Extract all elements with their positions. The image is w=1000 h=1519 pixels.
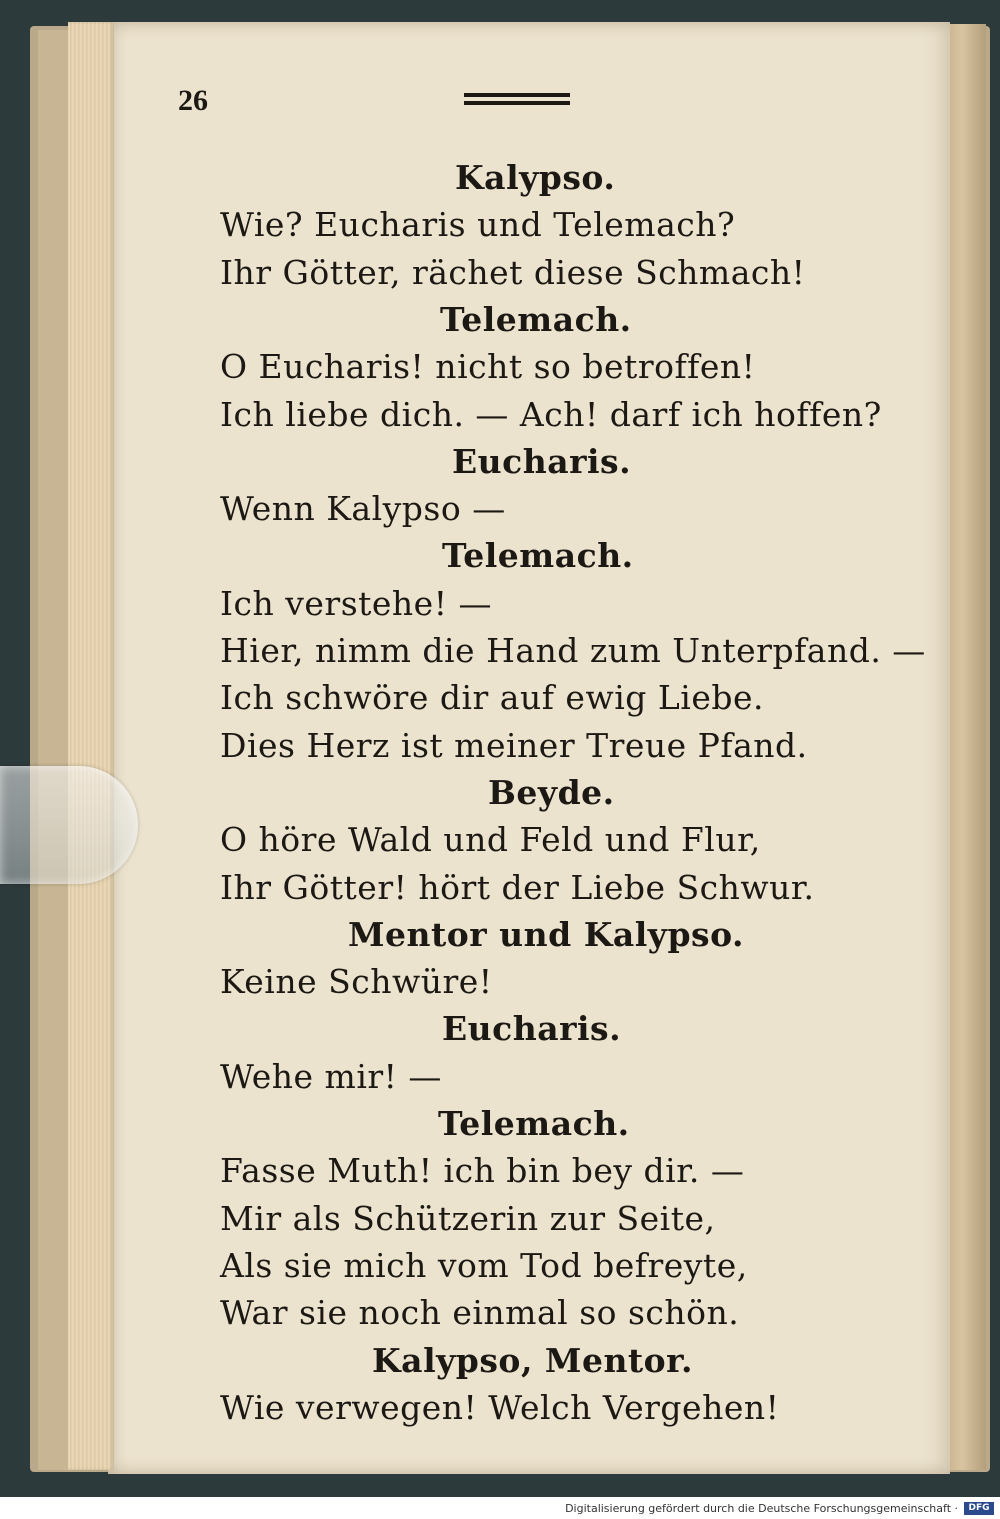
verse-line: Ihr Götter, rächet diese Schmach! — [220, 253, 806, 292]
speaker-heading: Kalypso. — [455, 158, 616, 197]
verse-line: Mir als Schützerin zur Seite, — [220, 1199, 716, 1238]
verse-line: O Eucharis! nicht so betroffen! — [220, 347, 756, 386]
verse-line: Wie verwegen! Welch Vergehen! — [220, 1388, 780, 1427]
verse-line: Dies Herz ist meiner Treue Pfand. — [220, 726, 808, 765]
verse-line: Ich liebe dich. — Ach! darf ich hoffen? — [220, 395, 882, 434]
verse-line: Als sie mich vom Tod befreyte, — [220, 1246, 748, 1285]
speaker-heading: Eucharis. — [442, 1009, 622, 1048]
dfg-logo: DFG — [964, 1502, 994, 1515]
speaker-heading: Beyde. — [488, 773, 615, 812]
speaker-heading: Eucharis. — [452, 442, 632, 481]
verse-line: Wehe mir! — — [220, 1057, 442, 1096]
footer-credit: Digitalisierung gefördert durch die Deutsche Forschungsgemeinschaft · — [565, 1502, 958, 1515]
verse-line: Ich schwöre dir auf ewig Liebe. — [220, 678, 764, 717]
verse-line: War sie noch einmal so schön. — [220, 1293, 740, 1332]
page-stack-edge — [68, 22, 114, 1470]
verse-line: Fasse Muth! ich bin bey dir. — — [220, 1151, 745, 1190]
verse-line: Keine Schwüre! — [220, 962, 493, 1001]
page-clip — [0, 766, 138, 884]
speaker-heading: Telemach. — [440, 300, 632, 339]
page-number: 26 — [178, 84, 208, 117]
header-rule — [464, 93, 570, 113]
verse-line: Ihr Götter! hört der Liebe Schwur. — [220, 868, 815, 907]
speaker-heading: Mentor und Kalypso. — [348, 915, 745, 954]
page-right-edge — [946, 24, 986, 1470]
speaker-heading: Telemach. — [438, 1104, 630, 1143]
verse-line: Ich verstehe! — — [220, 584, 492, 623]
verse-line: Wenn Kalypso — — [220, 489, 506, 528]
speaker-heading: Kalypso, Mentor. — [372, 1341, 694, 1380]
speaker-heading: Telemach. — [442, 536, 634, 575]
verse-line: O höre Wald und Feld und Flur, — [220, 820, 761, 859]
verse-line: Hier, nimm die Hand zum Unterpfand. — — [220, 631, 926, 670]
verse-line: Wie? Eucharis und Telemach? — [220, 205, 736, 244]
